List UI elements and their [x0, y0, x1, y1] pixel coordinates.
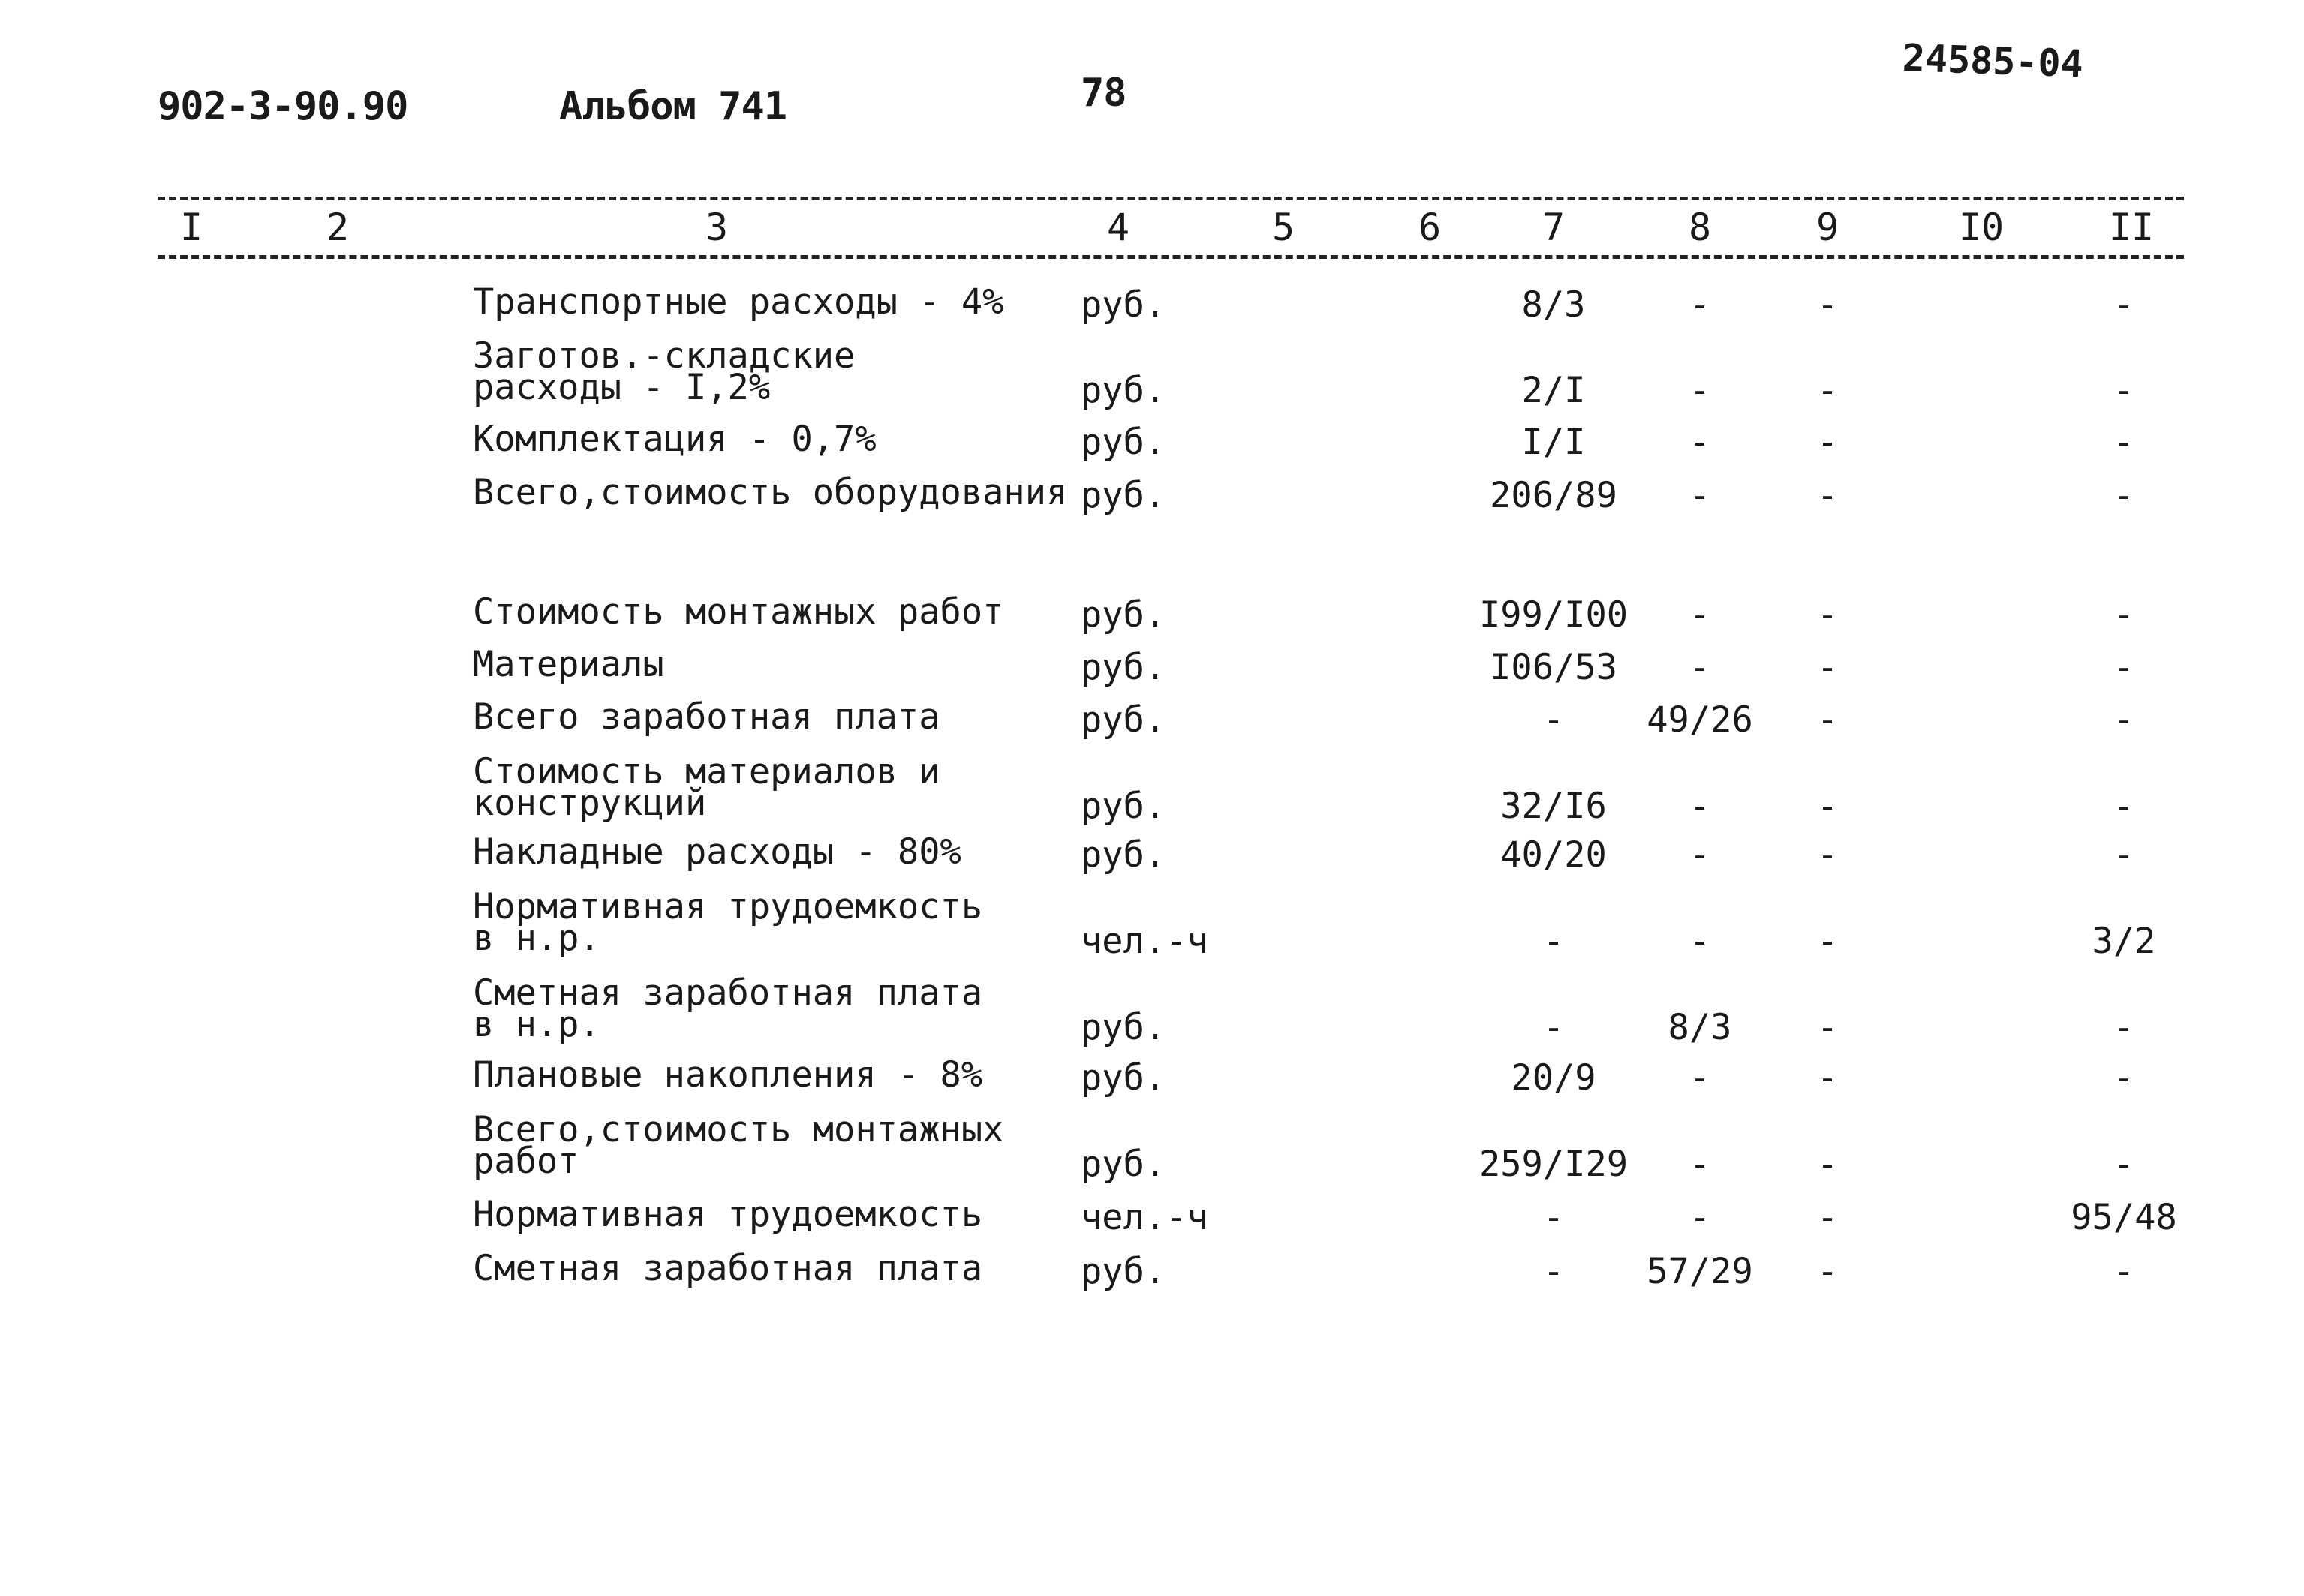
cell-col-8: - — [1689, 1057, 1711, 1099]
cell-col-9: - — [1816, 921, 1839, 962]
row-label-line: Заготов.-складские — [473, 335, 856, 377]
row-label-line: Накладные расходы - 80% — [473, 831, 961, 873]
document-code: 902-3-90.90 — [158, 84, 408, 129]
cell-col-9: - — [1816, 594, 1839, 636]
header-top-rule — [158, 197, 2184, 200]
cell-col-11: 3/2 — [2092, 921, 2156, 962]
cell-col-7: - — [1542, 1007, 1565, 1048]
row-label-line: Всего,стоимость оборудования — [473, 472, 1068, 513]
column-number-3: 3 — [705, 206, 729, 249]
cell-col-11: - — [2113, 786, 2135, 827]
handwritten-stamp: 24585-04 — [1901, 36, 2084, 86]
cell-col-11: - — [2113, 647, 2135, 688]
column-number-2: 2 — [326, 206, 350, 249]
row-unit: руб. — [1081, 1007, 1166, 1048]
cell-col-7: 259/I29 — [1478, 1144, 1629, 1185]
row-label — [473, 472, 1068, 513]
row-label-line: в н.р. — [473, 1004, 600, 1045]
row-label-line: Всего заработная плата — [473, 696, 940, 738]
cell-col-7: I06/53 — [1490, 647, 1617, 688]
cell-col-11: 95/48 — [2071, 1197, 2177, 1238]
cell-col-9: - — [1816, 647, 1839, 688]
row-unit: руб. — [1081, 284, 1166, 326]
cell-col-8: - — [1689, 422, 1711, 463]
row-label-line: конструкций — [473, 783, 707, 824]
cell-col-9: - — [1816, 370, 1839, 411]
cell-col-9: - — [1816, 1144, 1839, 1185]
row-unit: руб. — [1081, 370, 1166, 411]
row-unit: руб. — [1081, 1251, 1166, 1292]
row-label-line: Стоимость материалов и — [473, 751, 940, 792]
column-number-7: 7 — [1542, 206, 1566, 249]
row-label-line: Транспортные расходы - 4% — [473, 281, 1004, 323]
cell-col-11: - — [2113, 1144, 2135, 1185]
cell-col-8: - — [1689, 1144, 1711, 1185]
cell-col-7: - — [1542, 1197, 1565, 1238]
row-label-line: Всего,стоимость монтажных — [473, 1109, 1004, 1150]
row-unit: руб. — [1081, 647, 1166, 688]
row-label — [473, 644, 664, 685]
page-number: 78 — [1081, 71, 1126, 116]
cell-col-7: 8/3 — [1521, 284, 1586, 326]
cell-col-8: - — [1689, 370, 1711, 411]
row-label — [473, 886, 983, 959]
row-label — [473, 419, 877, 460]
row-unit: руб. — [1081, 786, 1166, 827]
cell-col-9: - — [1816, 1251, 1839, 1292]
row-label — [473, 591, 1004, 633]
cell-col-9: - — [1816, 786, 1839, 827]
row-unit: чел.-ч — [1081, 921, 1208, 962]
cell-col-11: - — [2113, 594, 2135, 636]
cell-col-9: - — [1816, 422, 1839, 463]
row-label — [473, 1054, 983, 1096]
cell-col-7: 20/9 — [1511, 1057, 1596, 1099]
row-unit: руб. — [1081, 1144, 1166, 1185]
cell-col-11: - — [2113, 422, 2135, 463]
cell-col-11: - — [2113, 370, 2135, 411]
cell-col-8: 8/3 — [1668, 1007, 1732, 1048]
cell-col-8: - — [1689, 594, 1711, 636]
cell-col-11: - — [2113, 1007, 2135, 1048]
cell-col-9: - — [1816, 1197, 1839, 1238]
row-label-line: Стоимость монтажных работ — [473, 591, 1004, 633]
row-label-line: Материалы — [473, 644, 664, 685]
column-number-6: 6 — [1418, 206, 1442, 249]
cell-col-9: - — [1816, 284, 1839, 326]
cell-col-9: - — [1816, 834, 1839, 876]
cell-col-8: 49/26 — [1647, 699, 1753, 741]
cell-col-11: - — [2113, 1251, 2135, 1292]
cell-col-7: 206/89 — [1490, 475, 1617, 516]
column-number-8: 8 — [1688, 206, 1712, 249]
row-label — [473, 1248, 983, 1289]
cell-col-11: - — [2113, 1057, 2135, 1099]
cell-col-8: - — [1689, 284, 1711, 326]
row-label-line: Комплектация - 0,7% — [473, 419, 877, 460]
album-label: Альбом 741 — [559, 84, 787, 129]
cell-col-11: - — [2113, 699, 2135, 741]
row-unit: руб. — [1081, 475, 1166, 516]
row-label-line: Сметная заработная плата — [473, 1248, 983, 1289]
column-number-11: II — [2108, 206, 2155, 249]
row-label-line: расходы - I,2% — [473, 367, 771, 408]
row-label — [473, 751, 940, 824]
cell-col-7: - — [1542, 699, 1565, 741]
cell-col-7: 40/20 — [1500, 834, 1607, 876]
cell-col-7: I/I — [1521, 422, 1586, 463]
cell-col-8: - — [1689, 475, 1711, 516]
cell-col-8: - — [1689, 786, 1711, 827]
row-label-line: Сметная заработная плата — [473, 972, 983, 1014]
row-unit: чел.-ч — [1081, 1197, 1208, 1238]
cell-col-8: - — [1689, 1197, 1711, 1238]
row-unit: руб. — [1081, 1057, 1166, 1099]
cell-col-9: - — [1816, 699, 1839, 741]
cell-col-7: I99/I00 — [1478, 594, 1629, 636]
cell-col-9: - — [1816, 1007, 1839, 1048]
column-number-9: 9 — [1815, 206, 1839, 249]
cell-col-9: - — [1816, 1057, 1839, 1099]
cell-col-7: - — [1542, 921, 1565, 962]
row-label-line: в н.р. — [473, 918, 600, 959]
cell-col-8: - — [1689, 834, 1711, 876]
row-label-line: работ — [473, 1141, 579, 1182]
cell-col-9: - — [1816, 475, 1839, 516]
cell-col-11: - — [2113, 475, 2135, 516]
cell-col-8: 57/29 — [1647, 1251, 1753, 1292]
row-unit: руб. — [1081, 699, 1166, 741]
row-label — [473, 281, 1004, 323]
row-label-line: Нормативная трудоемкость — [473, 886, 983, 927]
header-bottom-rule — [158, 255, 2184, 259]
row-label-line: Нормативная трудоемкость — [473, 1194, 983, 1235]
column-number-10: I0 — [1958, 206, 2005, 249]
row-label — [473, 1194, 983, 1235]
row-unit: руб. — [1081, 422, 1166, 463]
column-number-1: I — [179, 206, 203, 249]
column-number-5: 5 — [1271, 206, 1295, 249]
column-number-4: 4 — [1106, 206, 1130, 249]
row-label — [473, 831, 961, 873]
row-label — [473, 696, 940, 738]
row-unit: руб. — [1081, 834, 1166, 876]
row-label-line: Плановые накопления - 8% — [473, 1054, 983, 1096]
cell-col-8: - — [1689, 647, 1711, 688]
cell-col-7: 32/I6 — [1500, 786, 1607, 827]
row-label — [473, 972, 983, 1045]
cell-col-7: - — [1542, 1251, 1565, 1292]
row-label — [473, 335, 856, 408]
cell-col-8: - — [1689, 921, 1711, 962]
row-label — [473, 1109, 1004, 1182]
row-unit: руб. — [1081, 594, 1166, 636]
cell-col-11: - — [2113, 834, 2135, 876]
cell-col-7: 2/I — [1521, 370, 1586, 411]
cell-col-11: - — [2113, 284, 2135, 326]
